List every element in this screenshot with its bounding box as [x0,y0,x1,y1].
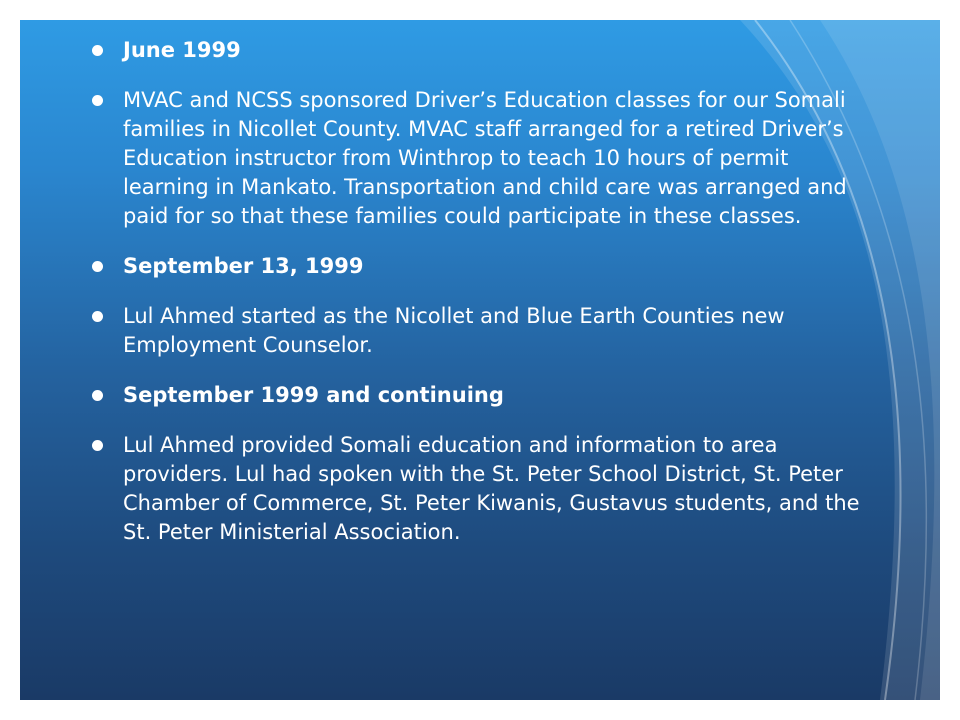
bullet-icon [92,440,103,451]
bullet-item-date [98,36,878,65]
bullet-item-date [98,381,878,410]
bullet-list [98,36,878,568]
bullet-icon [92,311,103,322]
bullet-item-description [98,431,878,547]
bullet-text: Lul Ahmed started as the Nicollet and Blue Earth Counties new Employment Counselor. [123,304,785,357]
bullet-icon [92,45,103,56]
bullet-item-description [98,86,878,231]
bullet-item-description [98,302,878,360]
bullet-text: September 1999 and continuing [123,383,504,407]
bullet-icon [92,390,103,401]
bullet-text: MVAC and NCSS sponsored Driver’s Education classes for our Somali families in Nicollet County. MVAC staff arranged for a retired Driver’s Education instructor from Winthrop to teach 10 hours of permit learning in Mankato. Transportation and child care was arranged and paid for so that these families could participate in these classes. [123,88,847,228]
bullet-text: September 13, 1999 [123,254,364,278]
bullet-icon [92,95,103,106]
bullet-item-date [98,252,878,281]
bullet-text: Lul Ahmed provided Somali education and information to area providers. Lul had spoken with the St. Peter School District, St. Peter Chamber of Commerce, St. Peter Kiwanis, Gustavus students, and the St. Peter Ministerial Association. [123,433,860,544]
bullet-text: June 1999 [123,38,241,62]
bullet-icon [92,261,103,272]
slide [20,20,940,700]
